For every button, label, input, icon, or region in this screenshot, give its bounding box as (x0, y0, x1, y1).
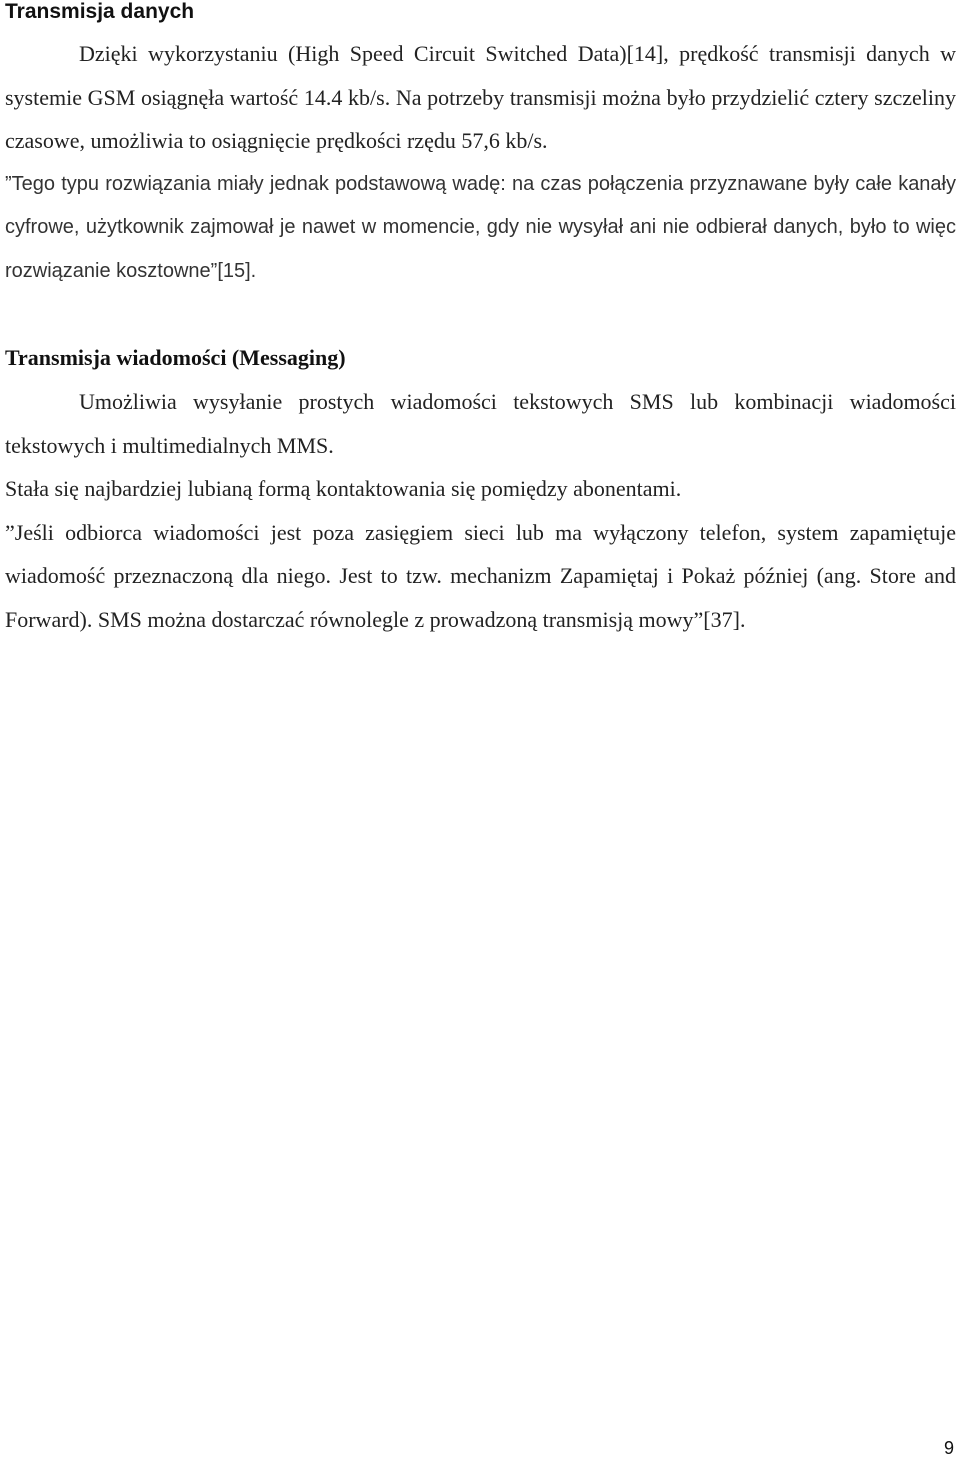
section-heading-messaging: Transmisja wiadomości (Messaging) (5, 345, 346, 370)
section-body-messaging (5, 380, 956, 642)
page-number: 9 (943, 1438, 954, 1458)
paragraph-popular-form: Stała się najbardziej lubianą formą kontaktowania się pomiędzy abonentami. (5, 476, 682, 502)
paragraph-sms-mms: Umożliwia wysyłanie prostych wiadomości tekstowych SMS lub kombinacji wiadomości tekstowych i multimedialnych MMS. (5, 389, 956, 458)
paragraph-store-and-forward: ”Jeśli odbiorca wiadomości jest poza zasięgiem sieci lub ma wyłączony telefon, system zapamiętuje wiadomość przeznaczoną dla niego. Jest to tzw. mechanizm Zapamiętaj i Pokaż później (ang. Store and Forward). SMS można dostarczać równolegle z prowadzoną transmisją mowy”[37]. (5, 519, 956, 632)
section-body-data-transmission (5, 32, 956, 294)
paragraph-quote-drawback: ”Tego typu rozwiązania miały jednak podstawową wadę: na czas połączenia przyznawane były całe kanały cyfrowe, użytkownik zajmował je nawet w momencie, gdy nie wysyłał ani nie odbierał danych, było to więc rozwiązanie kosztowne”[15]. (5, 172, 956, 282)
section-heading-data-transmission: Transmisja danych (5, 0, 195, 23)
paragraph-hscsd: Dzięki wykorzystaniu (High Speed Circuit Switched Data)[14], prędkość transmisji danych w systemie GSM osiągnęła wartość 14.4 kb/s. Na potrzeby transmisji można było przydzielić cztery szczeliny czasowe, umożliwia to osiągnięcie prędkości rzędu 57,6 kb/s. (5, 41, 956, 154)
